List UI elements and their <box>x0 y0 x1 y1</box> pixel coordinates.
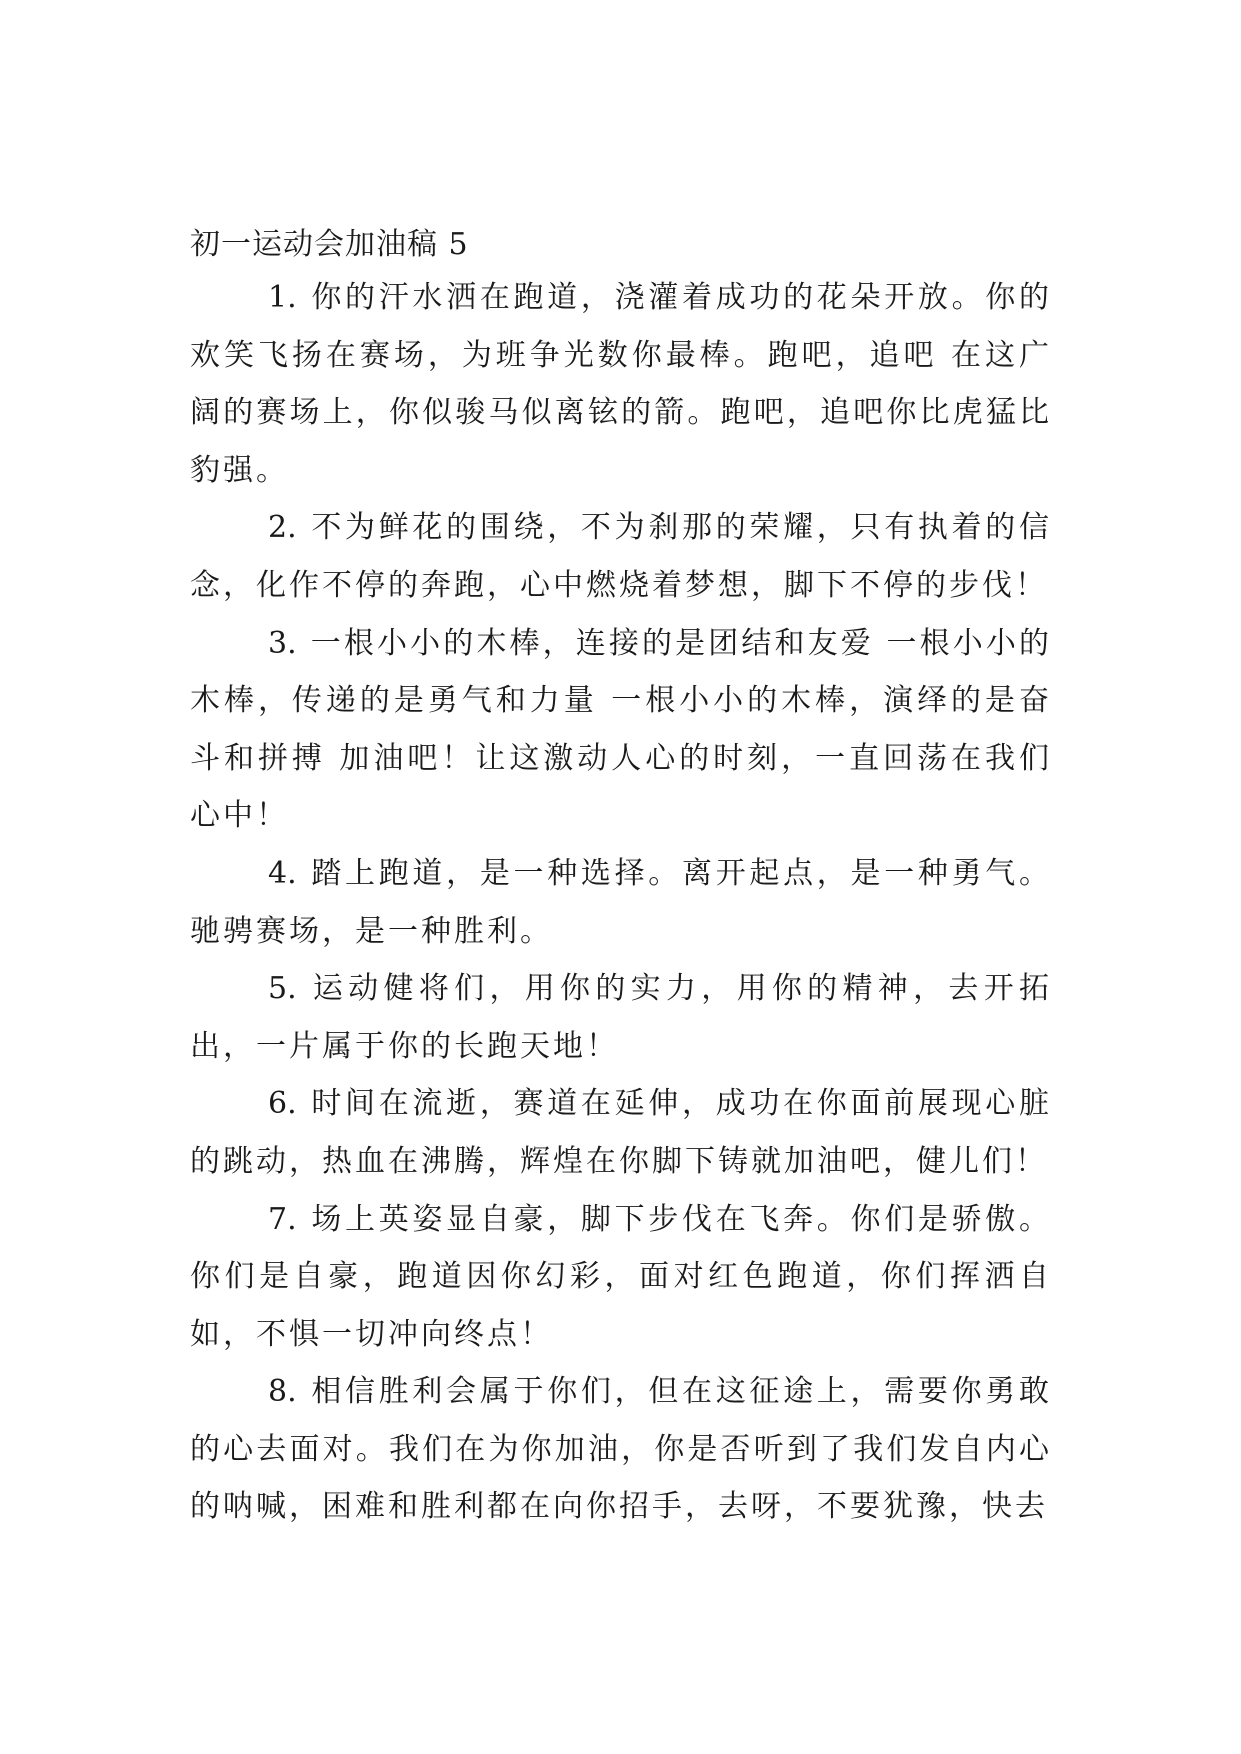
paragraph-3 <box>190 615 1052 845</box>
paragraph-4 <box>190 845 1052 960</box>
paragraph-number: 1. <box>268 280 297 315</box>
paragraph-5 <box>190 960 1052 1075</box>
paragraph-text: 一根小小的木棒，连接的是团结和友爱 一根小小的木棒，传递的是勇气和力量 一根小小的木棒，演绎的是奋斗和拼搏 加油吧！让这激动人心的时刻，一直回荡在我们心中！ <box>190 625 1052 834</box>
paragraph-number: 5. <box>268 971 297 1007</box>
paragraph-number: 7. <box>268 1201 297 1237</box>
paragraph-2 <box>190 499 1052 614</box>
paragraph-text: 运动健将们，用你的实力，用你的精神，去开拓出，一片属于你的长跑天地！ <box>190 971 1052 1064</box>
paragraph-1 <box>190 269 1052 499</box>
document-page <box>190 225 1052 1536</box>
paragraph-number: 4. <box>268 855 297 891</box>
paragraph-number: 2. <box>268 510 297 546</box>
paragraph-text: 踏上跑道，是一种选择。离开起点，是一种勇气。驰骋赛场，是一种胜利。 <box>190 855 1052 949</box>
paragraph-7 <box>190 1191 1052 1364</box>
paragraph-number: 8. <box>268 1374 297 1410</box>
paragraph-text: 不为鲜花的围绕，不为刹那的荣耀，只有执着的信念，化作不停的奔跑，心中燃烧着梦想，脚下不停的步伐！ <box>190 510 1052 603</box>
paragraph-text: 时间在流逝，赛道在延伸，成功在你面前展现心脏的跳动，热血在沸腾，辉煌在你脚下铸就加油吧，健儿们！ <box>190 1086 1052 1179</box>
document-title: 初一运动会加油稿 5 <box>190 227 469 262</box>
paragraph-text: 场上英姿显自豪，脚下步伐在飞奔。你们是骄傲。你们是自豪，跑道因你幻彩，面对红色跑道，你们挥洒自如，不惧一切冲向终点！ <box>190 1201 1052 1352</box>
paragraph-number: 3. <box>268 625 297 661</box>
paragraph-number: 6. <box>268 1086 297 1122</box>
paragraph-6 <box>190 1075 1052 1190</box>
paragraph-8 <box>190 1363 1052 1536</box>
paragraph-text: 你的汗水洒在跑道，浇灌着成功的花朵开放。你的欢笑飞扬在赛场，为班争光数你最棒。跑吧，追吧 在这广阔的赛场上，你似骏马似离铉的箭。跑吧，追吧你比虎猛比豹强。 <box>190 280 1052 488</box>
paragraph-text: 相信胜利会属于你们，但在这征途上，需要你勇敢的心去面对。我们在为你加油，你是否听到了我们发自内心的呐喊，困难和胜利都在向你招手，去呀，不要犹豫，快去 <box>190 1374 1052 1525</box>
